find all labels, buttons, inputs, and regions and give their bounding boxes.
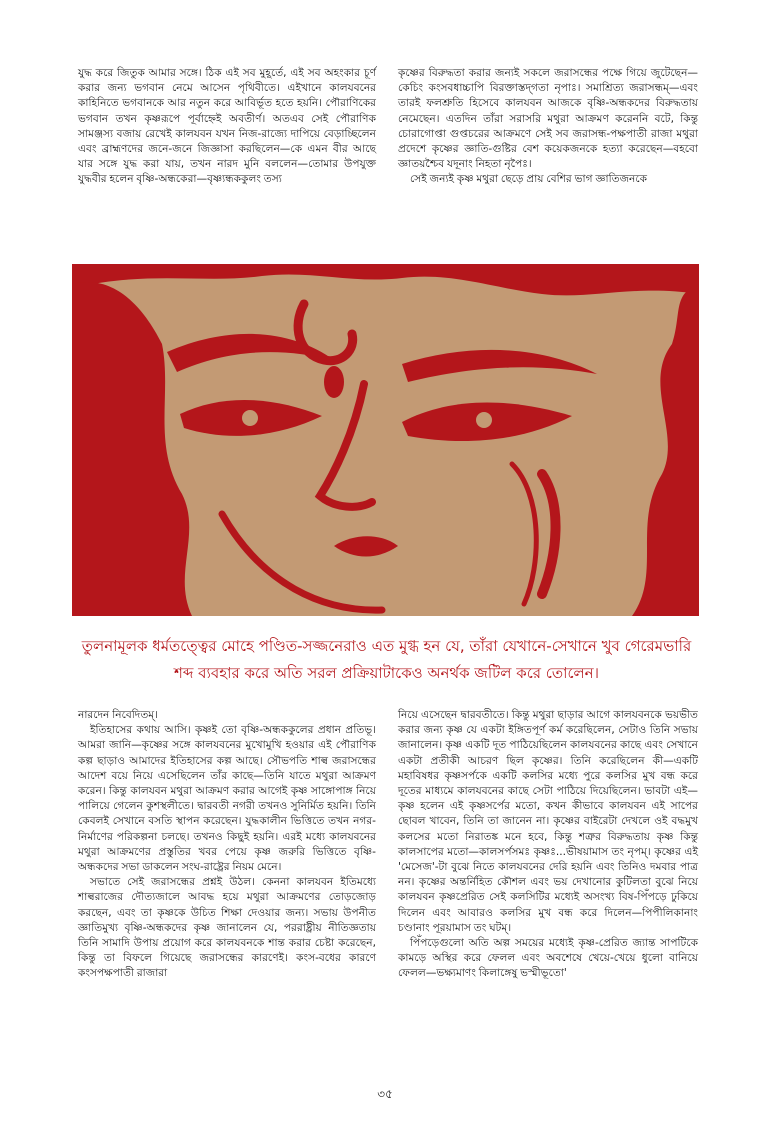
paragraph: কৃষ্ণের বিরুদ্ধতা করার জন্যই সকলে জরাসন্ধের পক্ষে গিয়ে জুটেছেন—কেচিং কংসবধাচ্চাপি বিরক্তাস্তদ্‌গতা নৃপাঃ। সমাশ্রিত্য জরাসন্ধম্‌—এবং তারই ফলশ্রুতি হিসেবে কালযবন আজকে বৃষ্ণি-অন্ধকদের বিরুদ্ধতায় নেমেছেন। এতদিন তাঁরা সরাসরি মথুরা আক্রমণ করেননি বটে, কিন্তু চোরাগোপ্তা গুপ্তচরের আক্রমণে সেই সব জরাসন্ধ-পক্ষপাতী রাজা মথুরা প্রদেশে কৃষ্ণের জ্ঞাতি-গুষ্টির বেশ কয়েকজনকে হত্যা করেছেন—বহবো জ্ঞাতয়শ্চৈব যদূনাং নিহতা নৃপৈঃ। bbox=[398, 67, 698, 171]
paragraph: সভাতে সেই জরাসন্ধের প্রশ্নই উঠল। কেননা কালযবন ইতিমধ্যে শাল্বরাজের দৌত্যজালে আবদ্ধ হয়ে মথুরা আক্রমণের তোড়জোড় করছেন, এবং তা কৃষ্ণকে উচিত শিক্ষা দেওয়ার জন্য। সভায় উপনীত জ্ঞাতিমুখ্য বৃষ্ণি-অন্ধকদের কৃষ্ণ জানালেন যে, পররাষ্ট্রীয় নীতিজ্ঞতায় তিনি সামাদি উপায় প্রয়োগ করে কালযবনকে শান্ত করার চেষ্টা করেছেন, কিন্তু তা বিফলে গিয়েছে জরাসন্ধের কারণেই। কংস-বধের কারণে কংসপক্ষপাতী রাজারা bbox=[78, 876, 376, 980]
article-column-bottom-left bbox=[78, 708, 376, 982]
paragraph: নিয়ে এসেছেন দ্বারবতীতে। কিন্তু মথুরা ছাড়ার আগে কালযবনকে ভয়ভীত করার জন্য কৃষ্ণ যে একটা ইঙ্গিতপূর্ণ কর্ম করেছিলেন, সেটাও তিনি সভায় জানালেন। কৃষ্ণ একটি দূত পাঠিয়েছিলেন কালযবনের কাছে এবং সেখানে একটা প্রতীকী আচরণ ছিল কৃষ্ণের। তিনি করেছিলেন কী—একটি মহাবিষধর কৃষ্ণসর্পকে একটি কলসির মধ্যে পুরে কলসির মুখ বন্ধ করে দূতের মাধ্যমে কালযবনের কাছে সেটা পাঠিয়ে দিয়েছিলেন। ভাবটা এই—কৃষ্ণ হলেন এই কৃষ্ণসর্পের মতো, কখন কীভাবে কালযবন এই সাপের ছোবল খাবেন, তিনি তা জানেন না। কৃষ্ণের বাইরেটা দেখলে ওই বদ্ধমুখ কলসের মতো নিরাতঙ্ক মনে হবে, কিন্তু শত্রুর বিরুদ্ধতায় কৃষ্ণ কিন্তু কালসাপের মতো—কালসর্পসমঃ কৃষ্ণঃ...ভীষয়ামাস তং নৃপম্‌। কৃষ্ণের এই 'মেসেজ'-টা বুঝে নিতে কালযবনের দেরি হয়নি এবং তিনিও দমবার পাত্র নন। কৃষ্ণের অন্তর্নিহিত কৌশল এবং ভয় দেখানোর কুটিলতা বুঝে নিয়ে কালযবন কৃষ্ণপ্রেরিত সেই কলসিটির মধ্যেই অসংখ্য বিষ-পিঁপড়ে ঢুকিয়ে দিলেন এবং আবারও কলসির মুখ বন্ধ করে দিলেন—পিপীলিকানাং চণ্ডানাং পূরয়ামাস তং ঘটম্‌। bbox=[398, 709, 698, 934]
face-painting-svg bbox=[72, 264, 699, 616]
eye-left-highlight bbox=[242, 410, 258, 426]
pull-quote: তুলনামূলক ধর্মতত্ত্বের মোহে পণ্ডিত-সজ্জনেরাও এত মুগ্ধ হন যে, তাঁরা যেখানে-সেখানে খুব গেরেমভারি শব্দ ব্যবহার করে অতি সরল প্রক্রিয়াটাকেও অনর্থক জটিল করে তোলেন। bbox=[81, 637, 692, 682]
eye-right-highlight bbox=[476, 412, 492, 428]
article-column-top-right bbox=[398, 66, 698, 188]
paragraph: ইতিহাসের কথায় আসি। কৃষ্ণই তো বৃষ্ণি-অন্ধককুলের প্রধান প্রতিভূ। আমরা জানি—কৃষ্ণের সঙ্গে কালযবনের মুখোমুখি হওয়ার এই পৌরাণিক কল্প ছাড়াও আমাদের ইতিহাসের কল্প আছে। সৌভপতি শাল্ব জরাসন্ধের আদেশ বয়ে নিয়ে এসেছিলেন তাঁর কাছে—তিনি যাতে মথুরা আক্রমণ করেন। কিন্তু কালযবন মথুরা আক্রমণ করার আগেই কৃষ্ণ সাঙ্গোপাঙ্গ নিয়ে পালিয়ে গেলেন কুশস্থলীতে। দ্বারবতী নগরী তখনও সুনির্মিত হয়নি। তিনি কেবলই সেখানে বসতি স্থাপন করেছেন। যুদ্ধকালীন ভিত্তিতে তখন নগর-নির্মাণের পরিকল্পনা চলছে। তখনও কিছুই হয়নি। এরই মধ্যে কালযবনের মথুরা আক্রমণের প্রস্তুতির খবর পেয়ে কৃষ্ণ জরুরি ভিত্তিতে বৃষ্ণি-অন্ধকদের সভা ডাকলেন সংঘ-রাষ্ট্রের নিয়ম মেনে। bbox=[78, 724, 376, 874]
krishna-face-illustration bbox=[72, 264, 699, 616]
paragraph: পিঁপড়েগুলো অতি অল্প সময়ের মধ্যেই কৃষ্ণ-প্রেরিত জ্যান্ত সাপটিকে কামড়ে অস্থির করে ফেলল এবং অবশেষে খেয়ে-খেয়ে ধুলো বানিয়ে ফেলল—ভক্ষ্যমাণং কিলাঙ্গেষু ভস্মীভূতো' bbox=[398, 937, 698, 980]
forehead-dot bbox=[324, 366, 344, 398]
paragraph: সেই জন্যই কৃষ্ণ মথুরা ছেড়ে প্রায় বেশির ভাগ জ্ঞাতিজনকে bbox=[410, 173, 648, 186]
paragraph: যুদ্ধ করে জিতুক আমার সঙ্গে। ঠিক এই সব মুহূর্তে, এই সব অহংকার চূর্ণ করার জন্য ভগবান নেমে আসেন পৃথিবীতে। এইখানে কালযবনের কাহিনিতে ভগবানকে আর নতুন করে আবির্ভূত হতে হয়নি। পৌরাণিকের ভগবান তখন কৃষ্ণরূপে পূর্বাহ্নেই অবতীর্ণ। অতএব সেই পৌরাণিক সামঞ্জস্য বজায় রেখেই কালযবন যখন নিজ-রাজ্যে দাপিয়ে বেড়াচ্ছিলেন এবং ব্রাহ্মণদের জনে-জনে জিজ্ঞাসা করছিলেন—কে এমন বীর আছে যার সঙ্গে যুদ্ধ করা যায়, তখন নারদ মুনি বললেন—তোমার উপযুক্ত যুদ্ধবীর হলেন বৃষ্ণি-অন্ধকেরা—বৃষ্ণ্যন্ধককুলং তস্য bbox=[78, 67, 376, 186]
page-number: ৩৫ bbox=[377, 1087, 393, 1101]
article-column-top-left bbox=[78, 66, 376, 188]
article-column-bottom-right bbox=[398, 708, 698, 982]
paragraph: নারদেন নিবেদিতম্‌। bbox=[78, 709, 158, 721]
